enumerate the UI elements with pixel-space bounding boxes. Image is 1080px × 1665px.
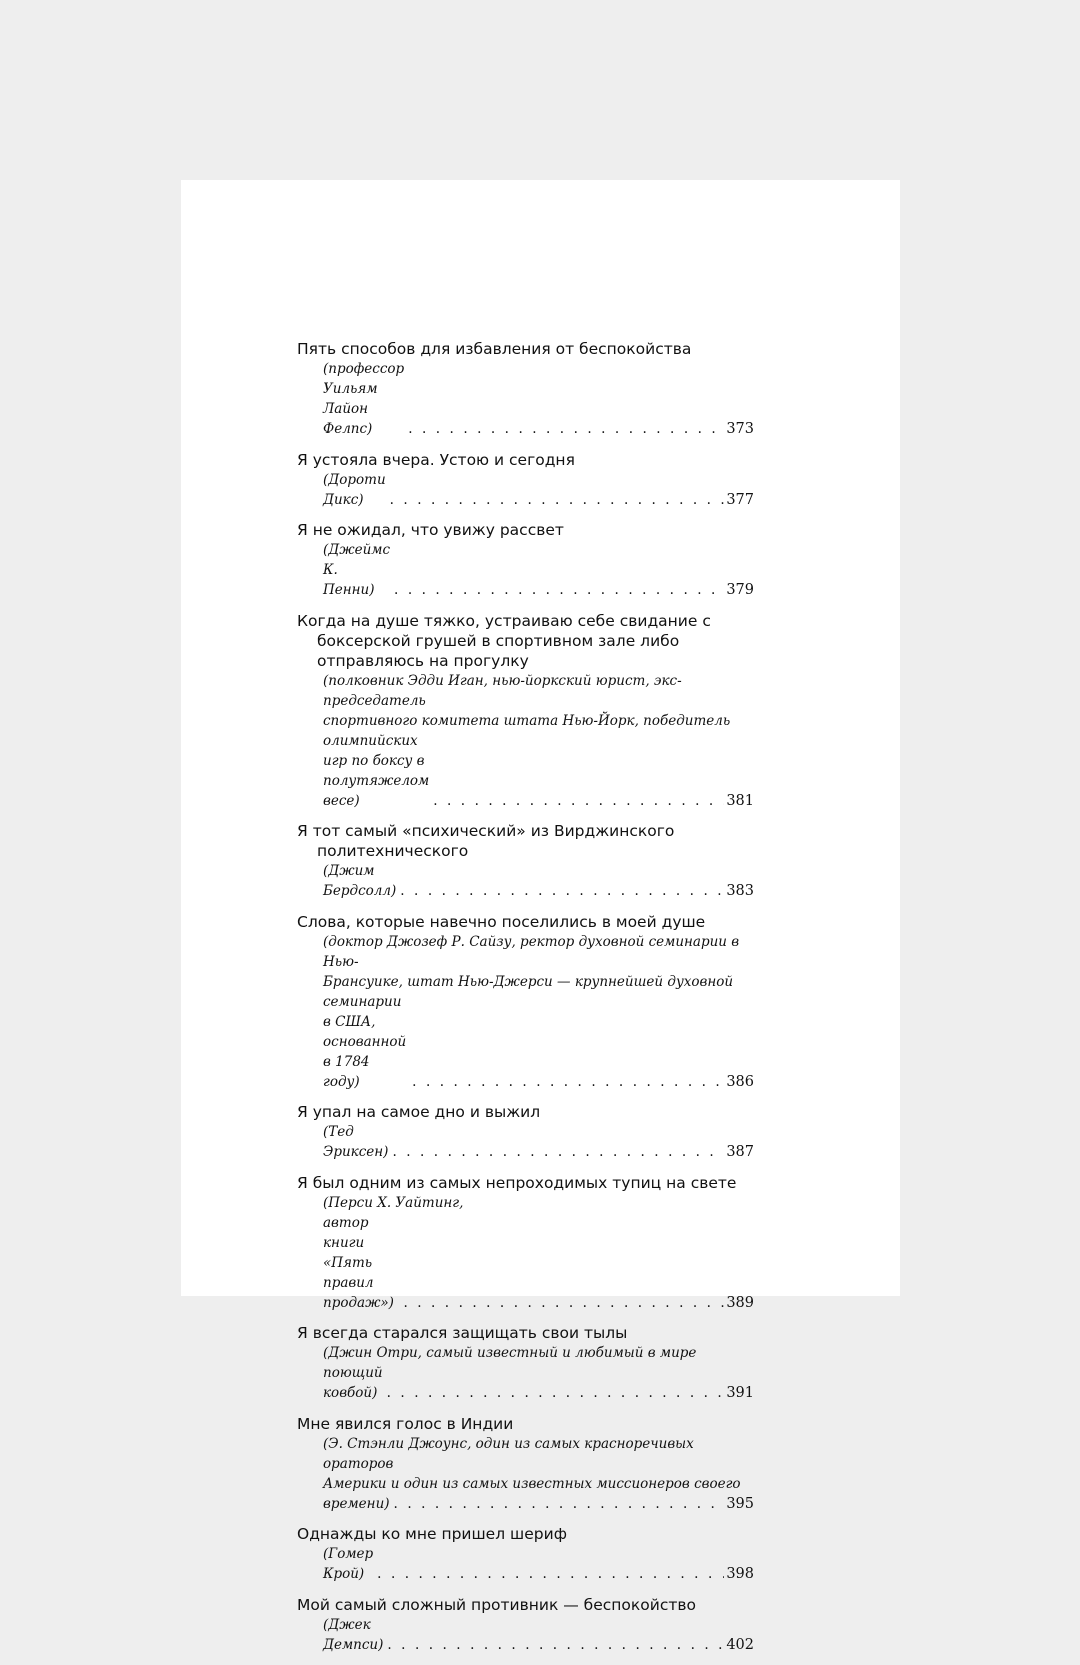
toc-entry-title: Мне явился голос в Индии <box>297 1414 514 1433</box>
toc-entry-author: поющий ковбой) <box>323 1365 383 1401</box>
toc-entry <box>297 821 754 901</box>
toc-entry-title: Я был одним из самых непроходимых тупиц на свете <box>297 1173 737 1192</box>
toc-entry-page-number: 379 <box>726 582 754 598</box>
toc-entry-page-number: 377 <box>726 491 754 508</box>
toc-entry-author-row <box>297 1363 754 1403</box>
toc-entry-author-row <box>297 992 754 1092</box>
toc-entry-title: Пять способов для избавления от беспокойства <box>297 340 692 358</box>
toc-entry-author: автор книги «Пять правил продаж») <box>323 1214 394 1311</box>
dot-leader <box>388 1142 724 1162</box>
toc-entry-author: (Гомер Крой) <box>323 1546 374 1582</box>
toc-entry-author: времени) <box>323 1495 390 1512</box>
toc-entry-author-row <box>297 731 754 811</box>
toc-entry-author: (Джек Демпси) <box>323 1616 384 1653</box>
toc-entry-author-line: спортивного комитета штата Нью-Йорк, победитель <box>323 712 731 729</box>
dot-leader <box>390 1494 724 1514</box>
toc-entry-page-number: 373 <box>726 421 754 437</box>
toc-entry-title: Мой самый сложный противник — беспокойство <box>297 1595 696 1614</box>
toc-entry-author-row <box>297 1544 754 1584</box>
toc-entry <box>297 1595 754 1655</box>
toc-entry-title: Я всегда старался защищать свои тылы <box>297 1324 628 1342</box>
toc-entry-author-line: (Перси Х. Уайтинг, <box>323 1194 464 1211</box>
toc-entry-author: (профессор Уильям Лайон Фелпс) <box>323 361 405 437</box>
toc-entry-author-line: (Джин Отри, самый известный и любимый в мире <box>323 1345 697 1361</box>
toc-entry-author-row <box>297 1494 754 1514</box>
dot-leader <box>383 1383 724 1403</box>
toc-entry <box>297 1323 754 1403</box>
toc-entry <box>297 912 754 1092</box>
toc-entry <box>297 611 754 811</box>
toc-entry-page-number: 398 <box>726 1566 754 1582</box>
toc-entry <box>297 1173 754 1313</box>
dot-leader <box>386 490 724 510</box>
toc-entry-page-number: 402 <box>726 1636 754 1653</box>
toc-entry-author-line: Брансуике, штат Нью-Джерси — крупнейшей духовной <box>323 973 734 990</box>
toc-entry-author: (Джим Бердсолл) <box>323 863 397 899</box>
toc-entry <box>297 339 754 439</box>
toc-entry-author-line: (полковник Эдди Иган, нью-йоркский юрист, экс-председатель <box>323 672 682 709</box>
toc-entry-page-number: 391 <box>726 1385 754 1401</box>
toc-entry-author-row <box>297 861 754 901</box>
table-of-contents <box>297 339 754 1665</box>
dot-leader <box>399 1293 724 1313</box>
toc-entry <box>297 450 754 510</box>
dot-leader <box>373 1564 724 1584</box>
toc-entry <box>297 1414 754 1514</box>
dot-leader <box>383 1635 724 1655</box>
toc-entry <box>297 520 754 600</box>
toc-entry-author-row <box>297 1213 754 1313</box>
toc-entry-page-number: 383 <box>726 883 754 899</box>
toc-entry-page-number: 389 <box>726 1294 754 1311</box>
dot-leader <box>396 881 724 901</box>
toc-entry-author-row <box>297 470 754 510</box>
toc-entry-page-number: 387 <box>726 1144 754 1160</box>
toc-entry-title: Я устояла вчера. Устою и сегодня <box>297 450 575 469</box>
toc-entry-author: (Джеймс К. Пенни) <box>323 542 391 598</box>
toc-entry-author: (Дороти Дикс) <box>323 471 386 508</box>
dot-leader <box>408 1072 724 1092</box>
toc-entry-author-line: (Э. Стэнли Джоунс, один из самых красноречивых ораторов <box>323 1435 694 1472</box>
toc-entry-author-row <box>297 359 754 439</box>
toc-entry-page-number: 381 <box>726 792 754 809</box>
toc-entry-author: олимпийских игр по боксу в полутяжелом весе) <box>323 732 430 809</box>
toc-entry-title: Слова, которые навечно поселились в моей душе <box>297 912 706 931</box>
toc-entry-author-row <box>297 1615 754 1655</box>
toc-entry-page-number: 395 <box>726 1495 754 1512</box>
toc-entry-author-line: Америки и один из самых известных миссионеров своего <box>323 1475 741 1492</box>
toc-entry-author-line: (доктор Джозеф Р. Сайзу, ректор духовной семинарии в Нью- <box>323 933 740 970</box>
toc-entry-author: (Тед Эриксен) <box>323 1124 389 1160</box>
toc-entry <box>297 1524 754 1584</box>
toc-entry-author-row <box>297 540 754 600</box>
dot-leader <box>404 419 724 439</box>
toc-entry-title: Когда на душе тяжко, устраиваю себе свидание с боксерской грушей в спортивном зале либо отправляюсь на прогулку <box>297 611 711 670</box>
toc-entry <box>297 1102 754 1162</box>
book-page <box>181 180 900 1653</box>
dot-leader <box>429 791 724 811</box>
toc-entry-page-number: 386 <box>726 1073 754 1090</box>
toc-entry-title: Я упал на самое дно и выжил <box>297 1103 541 1121</box>
toc-entry-title: Однажды ко мне пришел шериф <box>297 1525 567 1543</box>
toc-entry-title: Я не ожидал, что увижу рассвет <box>297 521 564 539</box>
toc-entry-author-row <box>297 1122 754 1162</box>
toc-entry-title: Я тот самый «психический» из Вирджинского политехнического <box>297 822 675 860</box>
toc-entry-author: семинарии в США, основанной в 1784 году) <box>323 993 407 1090</box>
dot-leader <box>390 580 724 600</box>
